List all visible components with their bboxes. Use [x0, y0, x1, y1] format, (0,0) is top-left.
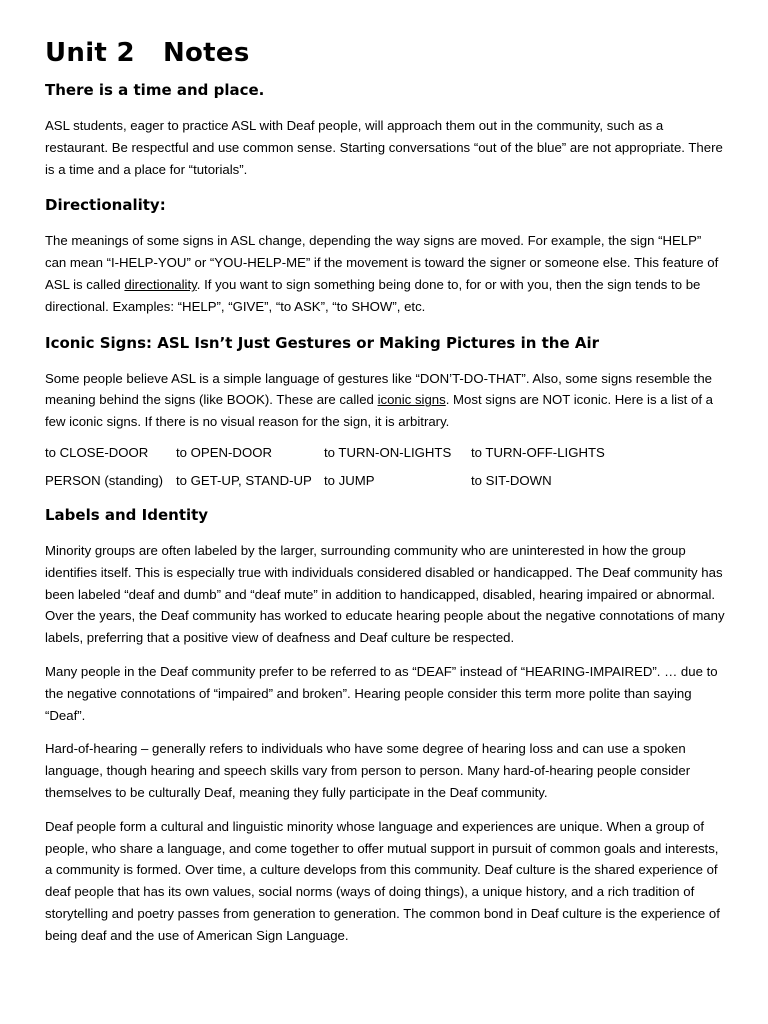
heading-directionality: Directionality: — [45, 196, 166, 215]
heading-time-place: There is a time and place. — [45, 81, 265, 99]
heading-iconic-signs: Iconic Signs: ASL Isn’t Just Gestures or Making Pictures in the Air — [45, 333, 600, 352]
sign-item: to CLOSE-DOOR — [45, 444, 149, 460]
sign-item: to TURN-ON-LIGHTS — [324, 444, 452, 460]
text-segment: . If you want to sign something being done to, for or with you, then the sign tends to be directional. Examples: “HELP”, “GIVE”, “to ASK”, “to SHOW”, etc. — [45, 276, 701, 314]
heading-labels-identity: Labels and Identity — [45, 505, 209, 524]
underlined-term-iconic-signs: iconic signs — [377, 392, 446, 408]
paragraph-labels-4: Deaf people form a cultural and linguistic minority whose language and experiences are unique. When a group of people, who share a language, and come together to offer mutual support in pursuit of common goals and interests, a community is formed. Over time, a culture develops from this community. Deaf culture is the shared experience of deaf people that has its own values, social norms (ways of doing things), a unique history, and a rich tradition of storytelling and poetry passes from generation to generation. The common bond in Deaf culture is the experience of being deaf and the use of American Sign Language. — [45, 818, 720, 943]
sign-item: to GET-UP, STAND-UP — [176, 472, 312, 488]
paragraph-labels-1: Minority groups are often labeled by the larger, surrounding community who are uninterested in how the group identifies itself. This is especially true with individuals considered disabled or handicapped. The Deaf community has been labeled “deaf and dumb” and “deaf mute” in addition to handicapped, disabled, hearing impaired or abnormal. Over the years, the Deaf community has worked to educate hearing people about the negative connotations of many labels, preferring that a positive view of deafness and Deaf culture be respected. — [45, 542, 725, 646]
sign-item: to JUMP — [324, 472, 375, 488]
document-page — [45, 38, 725, 959]
text-segment: The meanings of some signs in ASL change, depending the way signs are moved. For example, the sign “HELP” can mean “I-HELP-YOU” or “YOU-HELP-ME” if the movement is toward the signer or someone else. This feature of ASL is called — [45, 233, 719, 292]
text-segment: Some people believe ASL is a simple language of gestures like “DON’T-DO-THAT”. Also, some signs resemble the meaning behind the signs (like BOOK). These are called — [45, 370, 712, 408]
text-segment: . Most signs are NOT iconic. Here is a list of a few iconic signs. If there is no visual reason for the sign, it is arbitrary. — [45, 392, 713, 430]
sign-item: PERSON (standing) — [45, 472, 163, 488]
sign-item: to SIT-DOWN — [471, 472, 552, 488]
paragraph-time-place: ASL students, eager to practice ASL with Deaf people, will approach them out in the community, such as a restaurant. Be respectful and use common sense. Starting conversations “out of the blue” are not appropriate. There is a time and a place for “tutorials”. — [45, 118, 723, 177]
sign-item: to OPEN-DOOR — [176, 444, 272, 460]
paragraph-iconic-signs — [45, 368, 725, 433]
paragraph-directionality — [45, 230, 725, 317]
paragraph-labels-2: Many people in the Deaf community prefer to be referred to as “DEAF” instead of “HEARING-IMPAIRED”. … due to the negative connotations of “impaired” and broken”. Hearing people consider this term more polite than saying “Deaf”. — [45, 663, 718, 723]
page-title: Unit 2 Notes — [45, 38, 250, 68]
iconic-signs-list — [45, 442, 725, 492]
sign-item: to TURN-OFF-LIGHTS — [471, 444, 605, 460]
paragraph-labels-3: Hard-of-hearing – generally refers to individuals who have some degree of hearing loss and can use a spoken language, though hearing and speech skills vary from person to person. Many hard-of-hearing people consider themselves to be culturally Deaf, meaning they fully participate in the Deaf community. — [45, 741, 691, 800]
underlined-term-directionality: directionality — [124, 276, 197, 292]
